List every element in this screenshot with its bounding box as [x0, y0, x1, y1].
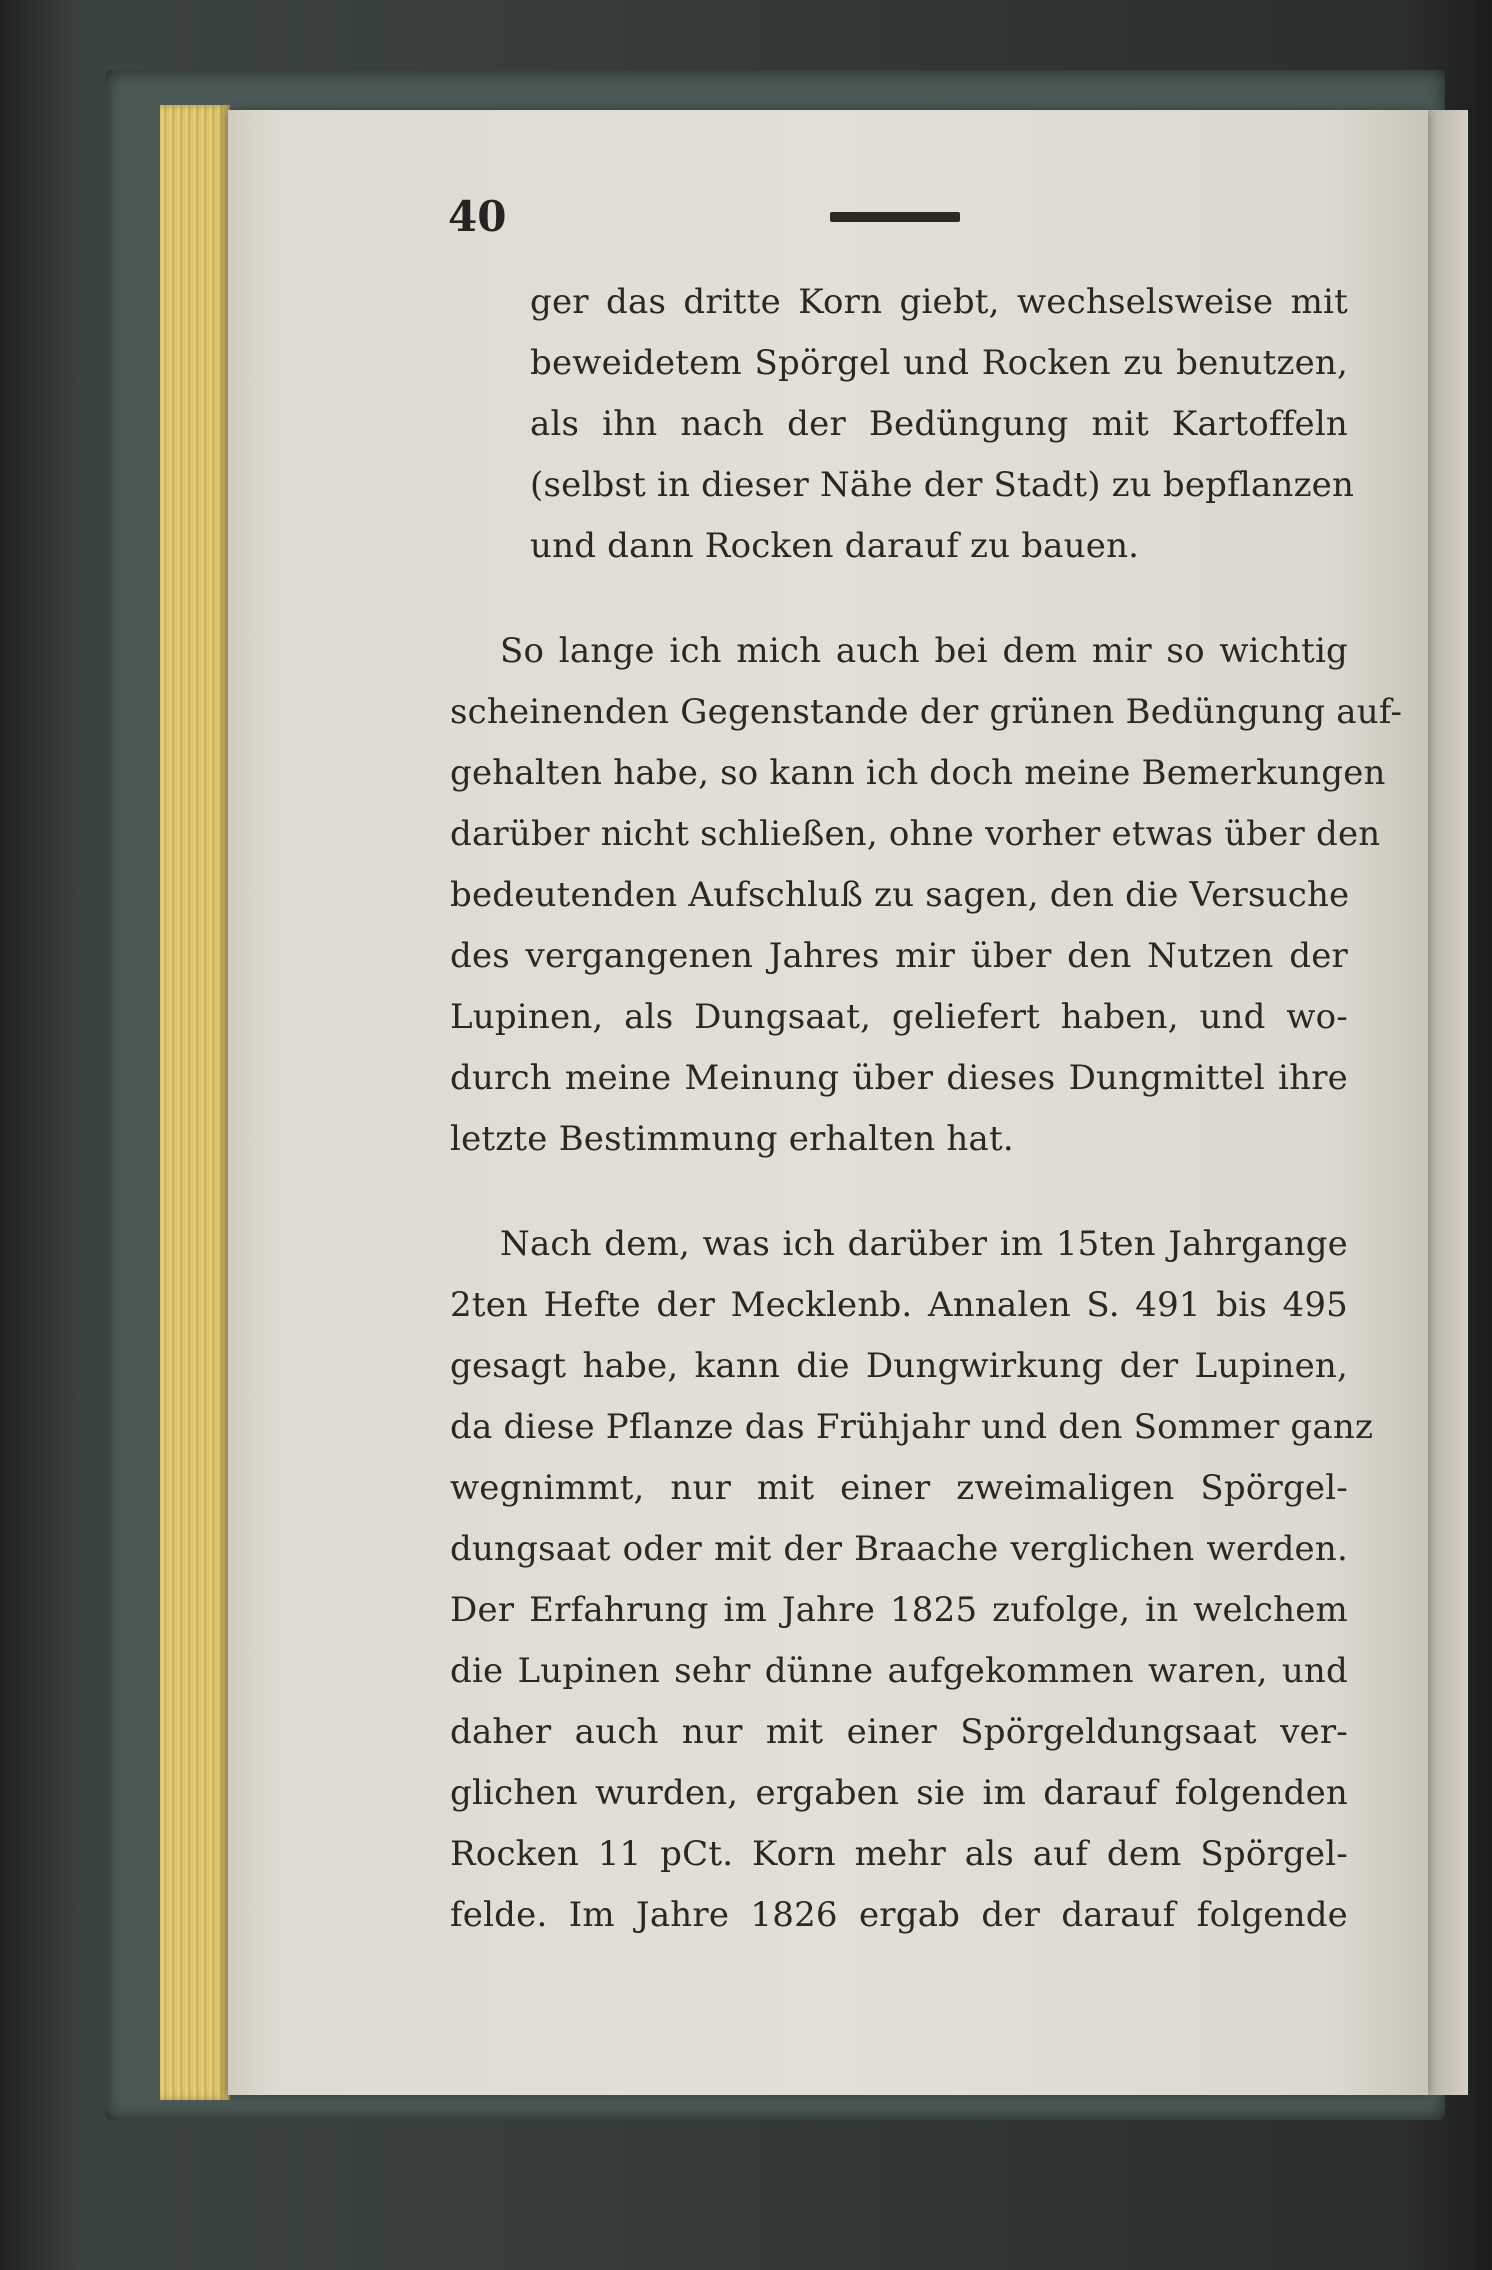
text-line: und dann Rocken darauf zu bauen.	[530, 526, 1140, 566]
text-line: gesagt habe, kann die Dungwirkung der Lupinen,	[450, 1346, 1348, 1386]
text-line: felde. Im Jahre 1826 ergab der darauf folgende	[450, 1895, 1348, 1935]
text-line: dungsaat oder mit der Braache verglichen werden.	[450, 1529, 1348, 1569]
header-rule	[830, 212, 960, 222]
text-line: darüber nicht schließen, ohne vorher etwas über den	[450, 814, 1381, 854]
text-line: Lupinen, als Dungsaat, geliefert haben, und wo-	[450, 997, 1348, 1037]
page-number: 40	[448, 192, 507, 241]
text-line: Rocken 11 pCt. Korn mehr als auf dem Spörgel-	[450, 1834, 1348, 1874]
text-line: durch meine Meinung über dieses Dungmittel ihre	[450, 1058, 1348, 1098]
text-line: Der Erfahrung im Jahre 1825 zufolge, in welchem	[450, 1590, 1348, 1630]
text-line: ger das dritte Korn giebt, wechselsweise mit	[530, 282, 1348, 322]
text-line: 2ten Hefte der Mecklenb. Annalen S. 491 bis 495	[450, 1285, 1348, 1325]
text-line: scheinenden Gegenstande der grünen Bedüngung auf-	[450, 692, 1403, 732]
paragraph-1	[450, 272, 1355, 577]
text-line: die Lupinen sehr dünne aufgekommen waren, und	[450, 1651, 1348, 1691]
text-line: daher auch nur mit einer Spörgeldungsaat ver-	[450, 1712, 1348, 1752]
facing-page-edge	[1428, 110, 1468, 2095]
page-edges	[160, 105, 230, 2100]
text-line: des vergangenen Jahres mir über den Nutzen der	[450, 936, 1348, 976]
text-line: gehalten habe, so kann ich doch meine Bemerkungen	[450, 753, 1386, 793]
text-line: da diese Pflanze das Frühjahr und den Sommer ganz	[450, 1407, 1374, 1447]
paragraph-3	[450, 1214, 1374, 1946]
text-line: letzte Bestimmung erhalten hat.	[450, 1119, 1014, 1159]
page-body	[450, 272, 1403, 1946]
text-line: bedeutenden Aufschluß zu sagen, den die Versuche	[450, 875, 1350, 915]
text-line: beweidetem Spörgel und Rocken zu benutzen,	[530, 343, 1348, 383]
text-line: als ihn nach der Bedüngung mit Kartoffeln	[530, 404, 1348, 444]
text-line: Nach dem, was ich darüber im 15ten Jahrgange	[500, 1224, 1348, 1264]
paragraph-2	[450, 621, 1403, 1170]
text-line: (selbst in dieser Nähe der Stadt) zu bepflanzen	[530, 465, 1355, 505]
text-line: So lange ich mich auch bei dem mir so wichtig	[500, 631, 1348, 671]
text-line: wegnimmt, nur mit einer zweimaligen Spörgel-	[450, 1468, 1348, 1508]
text-line: glichen wurden, ergaben sie im darauf folgenden	[450, 1773, 1348, 1813]
